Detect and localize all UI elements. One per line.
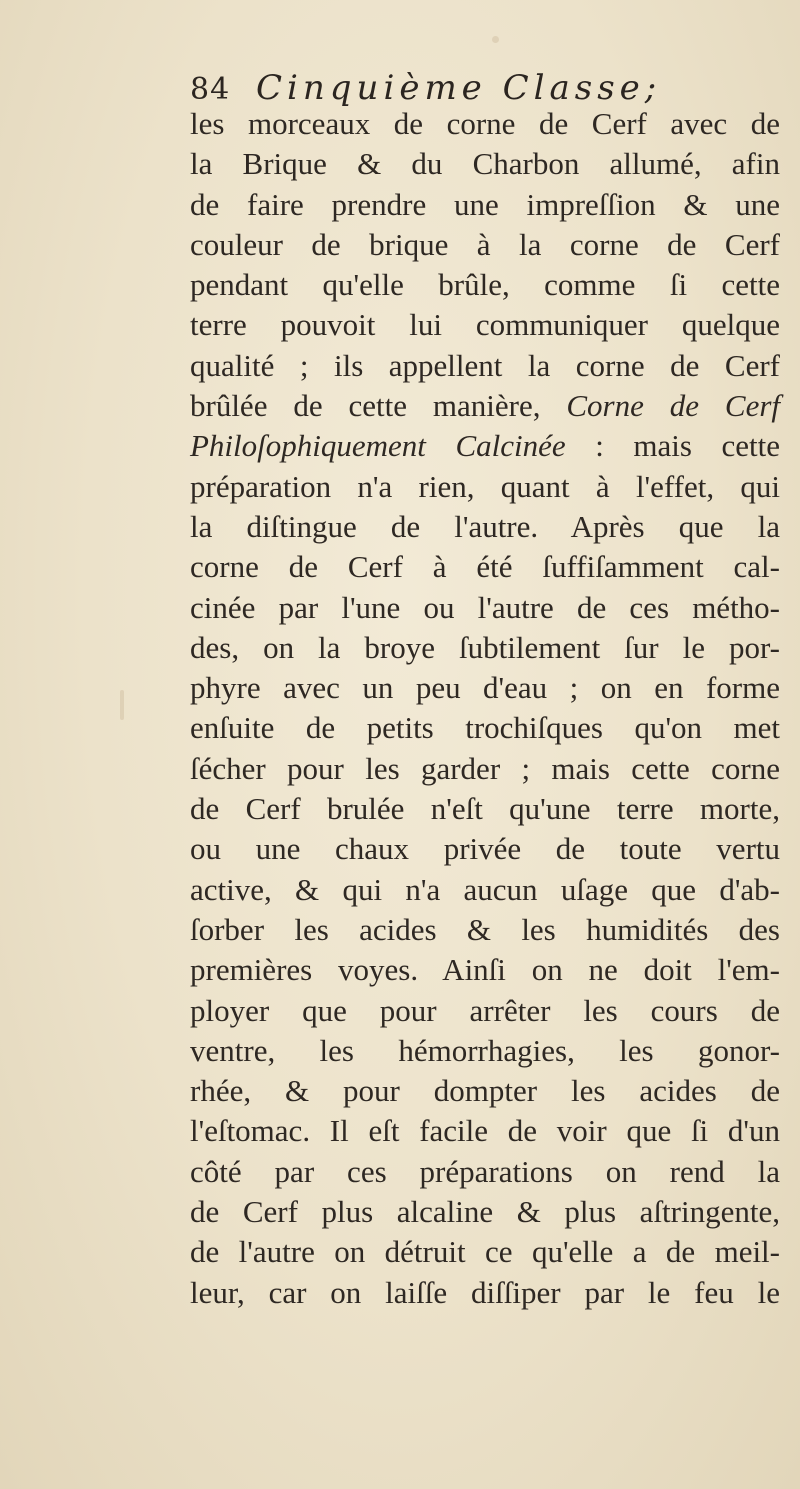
text-line-mixed: [190, 386, 780, 426]
text-line: de Cerf brulée n'eſt qu'une terre morte,: [190, 791, 780, 827]
text-line: phyre avec un peu d'eau ; on en forme: [190, 670, 780, 706]
text-line: ſécher pour les garder ; mais cette corne: [190, 750, 780, 786]
text-fragment: brûlée de cette manière,: [190, 388, 541, 424]
text-line: l'eſtomac. Il eſt facile de voir que ſi d'un: [190, 1113, 780, 1149]
text-line: ou une chaux privée de toute vertu: [190, 831, 780, 867]
text-line: cinée par l'une ou l'autre de ces métho-: [190, 589, 780, 625]
text-line: ſorber les acides & les humidités des: [190, 911, 780, 947]
text-line: couleur de brique à la corne de Cerf: [190, 226, 780, 262]
text-line: terre pouvoit lui communiquer quelque: [190, 307, 780, 343]
text-line: active, & qui n'a aucun uſage que d'ab-: [190, 871, 780, 907]
text-fragment: : mais cette: [595, 428, 781, 464]
text-line: rhée, & pour dompter les acides de: [190, 1073, 780, 1109]
text-line: ventre, les hémorrhagies, les gonor-: [190, 1032, 780, 1068]
text-line: de faire prendre une impreſſion & une: [190, 186, 780, 222]
text-line: les morceaux de corne de Cerf avec de: [190, 106, 780, 141]
paper-stain: [120, 690, 124, 720]
text-line-mixed: [190, 426, 780, 466]
text-line: pendant qu'elle brûle, comme ſi cette: [190, 267, 780, 303]
page-number: 84: [190, 72, 231, 107]
text-line: qualité ; ils appellent la corne de Cerf: [190, 347, 780, 383]
text-line: leur, car on laiſſe diſſiper par le feu le: [190, 1274, 780, 1310]
text-line: côté par ces préparations on rend la: [190, 1153, 780, 1189]
text-line: préparation n'a rien, quant à l'effet, qui: [190, 468, 780, 504]
text-line: ployer que pour arrêter les cours de: [190, 992, 780, 1028]
text-line: premières voyes. Ainſi on ne doit l'em-: [190, 952, 780, 988]
italic-phrase: Philoſophiquement Calcinée: [190, 428, 566, 464]
text-line: de l'autre on détruit ce qu'elle a de meil-: [190, 1234, 780, 1270]
text-line: de Cerf plus alcaline & plus aſtringente,: [190, 1194, 780, 1230]
running-head: Cinquième Classe;: [256, 68, 662, 108]
paper-stain: [492, 36, 499, 43]
text-line: la Brique & du Charbon allumé, afin: [190, 146, 780, 182]
text-line: enſuite de petits trochiſques qu'on met: [190, 710, 780, 746]
italic-phrase: Corne de Cerf: [566, 388, 781, 424]
text-line: corne de Cerf à été ſuffiſamment cal-: [190, 549, 780, 585]
body-text: [190, 104, 780, 1313]
text-line: la diſtingue de l'autre. Après que la: [190, 508, 780, 544]
text-line: des, on la broye ſubtilement ſur le por-: [190, 629, 780, 665]
